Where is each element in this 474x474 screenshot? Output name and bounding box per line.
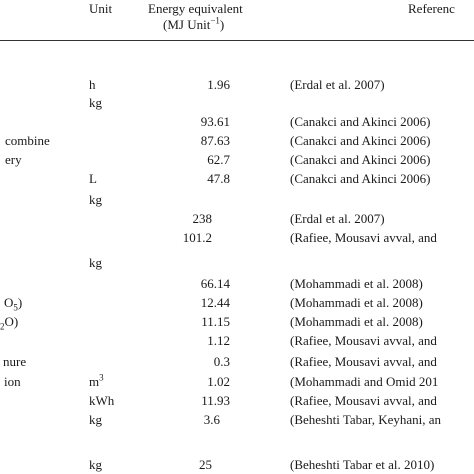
row-reference: (Canakci and Akinci 2006) — [290, 152, 431, 167]
row-reference: (Rafiee, Mousavi avval, and — [290, 354, 437, 369]
row-unit: kWh — [89, 393, 115, 408]
row-energy: 1.12 — [207, 333, 230, 348]
row-item-text: O — [4, 295, 14, 310]
header-rule — [0, 40, 474, 41]
header-unit: Unit — [89, 1, 113, 16]
row-energy: 93.61 — [200, 114, 230, 129]
row-reference: (Erdal et al. 2007) — [290, 211, 385, 226]
row-energy: 66.14 — [200, 276, 230, 291]
header-energy-pre: (MJ Unit — [163, 17, 211, 32]
row-reference: (Rafiee, Mousavi avval, and — [290, 230, 437, 245]
row-unit: kg — [89, 412, 102, 427]
row-item: nure — [3, 354, 27, 369]
header-energy-sup: −1 — [210, 15, 220, 26]
row-unit: kg — [89, 192, 102, 207]
row-energy: 12.44 — [200, 295, 230, 310]
header-energy-line2 — [163, 17, 224, 33]
row-item-text-post: O) — [4, 314, 19, 329]
row-reference: (Beheshti Tabar et al. 2010) — [290, 457, 435, 472]
row-energy: 62.7 — [207, 152, 230, 167]
row-unit-text: m — [89, 374, 100, 389]
row-item-sub: 5 — [13, 302, 18, 313]
row-item-sub: 2 — [0, 321, 5, 332]
row-reference: (Erdal et al. 2007) — [290, 77, 385, 92]
row-item: ion — [4, 374, 21, 389]
row-unit — [89, 374, 104, 390]
row-reference: (Canakci and Akinci 2006) — [290, 133, 431, 148]
row-reference: (Beheshti Tabar, Keyhani, an — [290, 412, 442, 427]
row-energy: 1.02 — [207, 374, 230, 389]
row-reference: (Mohammadi et al. 2008) — [290, 295, 423, 310]
row-item — [4, 295, 22, 311]
row-unit: kg — [89, 255, 102, 270]
row-reference: (Rafiee, Mousavi avval, and — [290, 393, 437, 408]
row-energy: 87.63 — [200, 133, 230, 148]
header-energy-line1: Energy equivalent — [148, 1, 243, 16]
row-energy: 1.96 — [207, 77, 230, 92]
row-energy: 0.3 — [213, 354, 230, 369]
row-unit: kg — [89, 95, 102, 110]
row-energy: 238 — [192, 211, 212, 226]
row-reference: (Mohammadi et al. 2008) — [290, 276, 423, 291]
row-reference: (Canakci and Akinci 2006) — [290, 114, 431, 129]
row-energy: 101.2 — [182, 230, 212, 245]
row-energy: 11.93 — [201, 393, 230, 408]
row-item-text-post: ) — [17, 295, 23, 310]
row-unit: L — [89, 171, 97, 186]
header-reference: Referenc — [408, 1, 455, 16]
row-unit: h — [89, 77, 96, 92]
row-energy: 25 — [199, 457, 212, 472]
row-reference: (Canakci and Akinci 2006) — [290, 171, 431, 186]
header-energy-post: ) — [219, 17, 225, 32]
row-energy: 3.6 — [203, 412, 220, 427]
row-reference: (Mohammadi and Omid 201 — [290, 374, 439, 389]
row-unit: kg — [89, 457, 102, 472]
row-item: ery — [5, 152, 22, 167]
row-item — [0, 314, 18, 330]
row-energy: 47.8 — [207, 171, 230, 186]
row-reference: (Rafiee, Mousavi avval, and — [290, 333, 437, 348]
row-unit-sup: 3 — [99, 372, 104, 383]
row-item: combine — [5, 133, 50, 148]
row-energy: 11.15 — [201, 314, 230, 329]
row-reference: (Mohammadi et al. 2008) — [290, 314, 423, 329]
